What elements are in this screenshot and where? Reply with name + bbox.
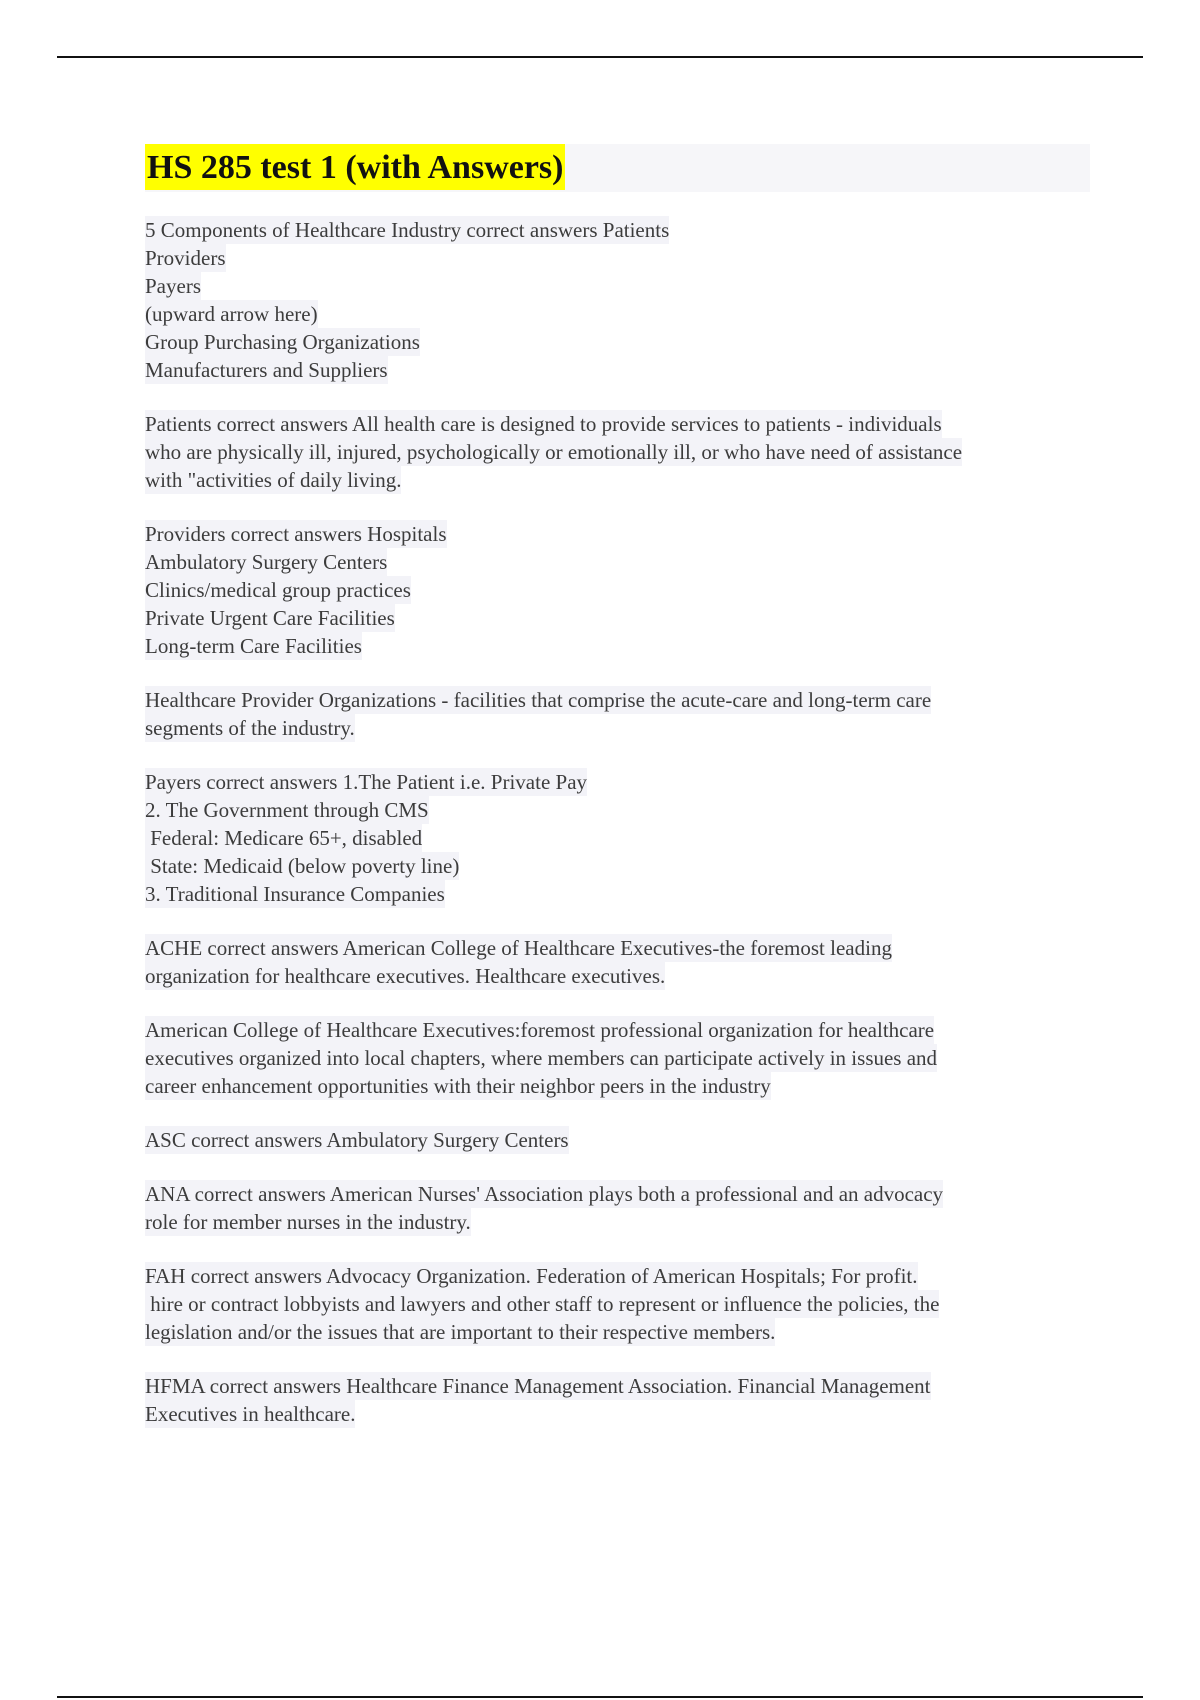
qa-entry xyxy=(145,686,1090,742)
entry-line: Providers xyxy=(145,246,226,270)
qa-entry xyxy=(145,1372,1090,1428)
entry-line: Federal: Medicare 65+, disabled xyxy=(145,826,423,850)
entry-line: 5 Components of Healthcare Industry correct answers Patients xyxy=(145,218,670,242)
entry-line: 3. Traditional Insurance Companies xyxy=(145,882,445,906)
entry-line: segments of the industry. xyxy=(145,716,355,740)
entry-line: Healthcare Provider Organizations - facilities that comprise the acute-care and long-term care xyxy=(145,688,932,712)
qa-entry xyxy=(145,1016,1090,1100)
qa-entry xyxy=(145,768,1090,908)
entry-line: with "activities of daily living. xyxy=(145,468,402,492)
entry-line: Private Urgent Care Facilities xyxy=(145,606,395,630)
entry-line: (upward arrow here) xyxy=(145,302,318,326)
entry-line: Providers correct answers Hospitals xyxy=(145,522,447,546)
entry-line: organization for healthcare executives. Healthcare executives. xyxy=(145,964,666,988)
entry-line: American College of Healthcare Executives:foremost professional organization for healthcare xyxy=(145,1018,935,1042)
entry-line: Clinics/medical group practices xyxy=(145,578,411,602)
qa-entry xyxy=(145,1262,1090,1346)
entry-line: Patients correct answers All health care is designed to provide services to patients - individuals xyxy=(145,412,942,436)
entry-line: ASC correct answers Ambulatory Surgery Centers xyxy=(145,1128,569,1152)
entry-list xyxy=(145,216,1090,1428)
document-body xyxy=(145,144,1090,1454)
entry-line: 2. The Government through CMS xyxy=(145,798,429,822)
page-title: HS 285 test 1 (with Answers) xyxy=(145,144,565,190)
qa-entry xyxy=(145,520,1090,660)
entry-line: career enhancement opportunities with their neighbor peers in the industry xyxy=(145,1074,771,1098)
qa-entry xyxy=(145,1180,1090,1236)
qa-entry xyxy=(145,934,1090,990)
entry-line: ANA correct answers American Nurses' Association plays both a professional and an advocacy xyxy=(145,1182,944,1206)
entry-line: Payers correct answers 1.The Patient i.e. Private Pay xyxy=(145,770,588,794)
bottom-rule xyxy=(57,1696,1143,1698)
qa-entry xyxy=(145,216,1090,384)
entry-line: executives organized into local chapters, where members can participate actively in issues and xyxy=(145,1046,938,1070)
entry-line: FAH correct answers Advocacy Organization. Federation of American Hospitals; For profit. xyxy=(145,1264,918,1288)
entry-line: legislation and/or the issues that are important to their respective members. xyxy=(145,1320,776,1344)
entry-line: ACHE correct answers American College of Healthcare Executives-the foremost leading xyxy=(145,936,892,960)
qa-entry xyxy=(145,1126,1090,1154)
entry-line: hire or contract lobbyists and lawyers and other staff to represent or influence the policies, the xyxy=(145,1292,940,1316)
entry-line: Ambulatory Surgery Centers xyxy=(145,550,388,574)
entry-line: Manufacturers and Suppliers xyxy=(145,358,388,382)
entry-line: who are physically ill, injured, psychologically or emotionally ill, or who have need of assistance xyxy=(145,440,963,464)
qa-entry xyxy=(145,410,1090,494)
entry-line: Executives in healthcare. xyxy=(145,1402,356,1426)
entry-line: State: Medicaid (below poverty line) xyxy=(145,854,460,878)
entry-line: HFMA correct answers Healthcare Finance Management Association. Financial Management xyxy=(145,1374,931,1398)
entry-line: Group Purchasing Organizations xyxy=(145,330,420,354)
entry-line: Payers xyxy=(145,274,201,298)
entry-line: Long-term Care Facilities xyxy=(145,634,362,658)
entry-line: role for member nurses in the industry. xyxy=(145,1210,471,1234)
top-rule xyxy=(57,56,1143,58)
title-band xyxy=(145,144,1090,192)
